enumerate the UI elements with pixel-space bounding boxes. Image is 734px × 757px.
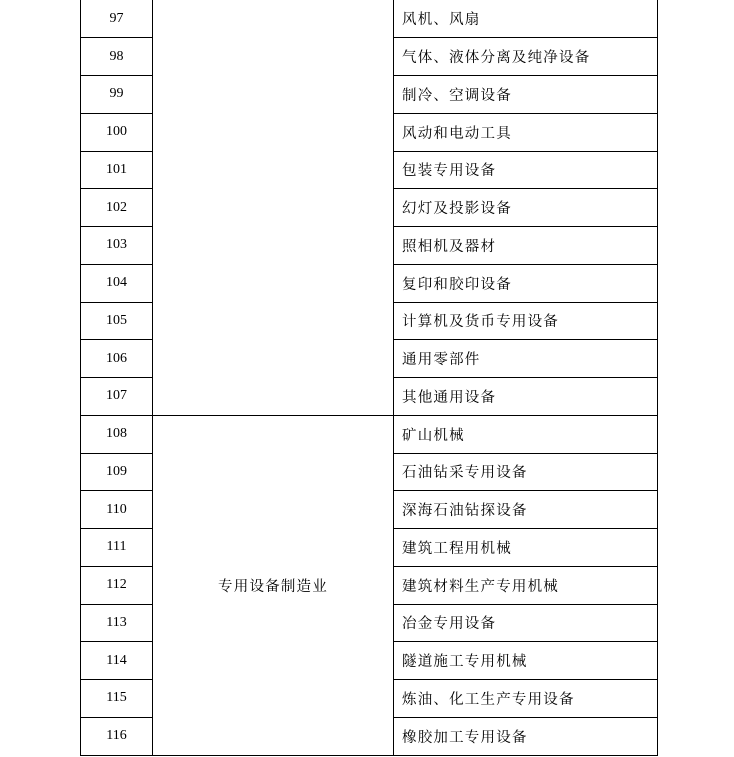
row-number: 98 — [81, 38, 153, 76]
row-number: 107 — [81, 378, 153, 416]
product-category: 幻灯及投影设备 — [394, 189, 658, 227]
product-category: 复印和胶印设备 — [394, 264, 658, 302]
row-number: 106 — [81, 340, 153, 378]
row-number: 109 — [81, 453, 153, 491]
industry-category — [153, 0, 394, 415]
row-number: 102 — [81, 189, 153, 227]
row-number: 114 — [81, 642, 153, 680]
row-number: 116 — [81, 717, 153, 755]
product-category: 照相机及器材 — [394, 227, 658, 265]
product-category: 隧道施工专用机械 — [394, 642, 658, 680]
row-number: 101 — [81, 151, 153, 189]
product-category: 建筑工程用机械 — [394, 529, 658, 567]
product-category: 其他通用设备 — [394, 378, 658, 416]
product-category: 深海石油钻探设备 — [394, 491, 658, 529]
product-category: 通用零部件 — [394, 340, 658, 378]
row-number: 103 — [81, 227, 153, 265]
product-category: 炼油、化工生产专用设备 — [394, 680, 658, 718]
row-number: 108 — [81, 415, 153, 453]
product-category: 风动和电动工具 — [394, 113, 658, 151]
product-category: 橡胶加工专用设备 — [394, 717, 658, 755]
row-number: 111 — [81, 529, 153, 567]
row-number: 100 — [81, 113, 153, 151]
product-category: 冶金专用设备 — [394, 604, 658, 642]
row-number: 110 — [81, 491, 153, 529]
table-row — [81, 0, 658, 38]
product-category: 计算机及货币专用设备 — [394, 302, 658, 340]
catalog-table-body — [81, 0, 658, 755]
industry-category: 专用设备制造业 — [153, 415, 394, 755]
row-number: 105 — [81, 302, 153, 340]
row-number: 104 — [81, 264, 153, 302]
row-number: 99 — [81, 76, 153, 114]
product-category: 包装专用设备 — [394, 151, 658, 189]
row-number: 115 — [81, 680, 153, 718]
row-number: 113 — [81, 604, 153, 642]
product-category: 建筑材料生产专用机械 — [394, 566, 658, 604]
product-category: 石油钻采专用设备 — [394, 453, 658, 491]
product-category: 气体、液体分离及纯净设备 — [394, 38, 658, 76]
product-category: 风机、风扇 — [394, 0, 658, 38]
row-number: 112 — [81, 566, 153, 604]
row-number: 97 — [81, 0, 153, 38]
product-category: 制冷、空调设备 — [394, 76, 658, 114]
industry-catalog-table — [80, 0, 658, 756]
table-row — [81, 415, 658, 453]
product-category: 矿山机械 — [394, 415, 658, 453]
